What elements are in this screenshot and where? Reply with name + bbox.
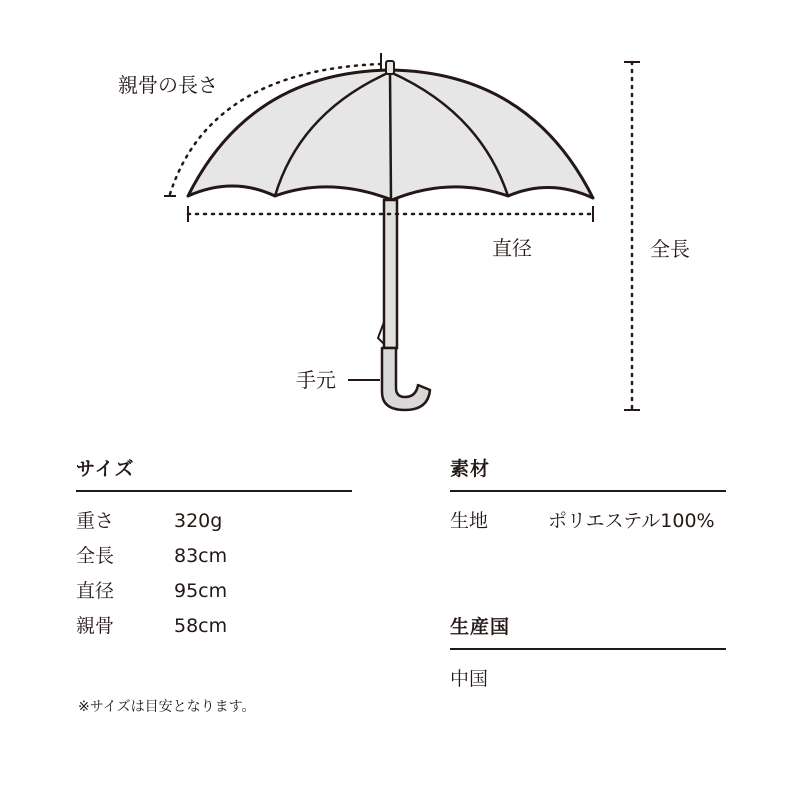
spec-row-weight bbox=[76, 504, 352, 539]
spec-value: 320g bbox=[174, 510, 223, 532]
origin-section bbox=[450, 614, 726, 697]
spec-value: ポリエステル100% bbox=[548, 510, 715, 532]
spec-row-diameter bbox=[76, 574, 352, 609]
handle-label: 手元 bbox=[296, 368, 336, 392]
umbrella-shaft bbox=[384, 200, 397, 348]
rib-length-label: 親骨の長さ bbox=[118, 73, 218, 97]
spec-label: 全長 bbox=[76, 545, 115, 567]
origin-section-title: 生産国 bbox=[450, 616, 511, 638]
spec-row-origin bbox=[450, 662, 726, 697]
origin-section-divider bbox=[450, 648, 726, 650]
origin-value: 中国 bbox=[450, 668, 489, 690]
total-length-label: 全長 bbox=[650, 237, 690, 261]
material-section-divider bbox=[450, 490, 726, 492]
umbrella-handle bbox=[382, 348, 430, 410]
size-section-divider bbox=[76, 490, 352, 492]
spec-value: 58cm bbox=[174, 615, 228, 637]
spec-label: 親骨 bbox=[76, 615, 115, 637]
spec-row-total-length bbox=[76, 539, 352, 574]
diameter-label: 直径 bbox=[492, 236, 532, 260]
material-section-title: 素材 bbox=[450, 458, 491, 480]
spec-row-rib bbox=[76, 609, 352, 644]
size-disclaimer-note: ※サイズは目安となります。 bbox=[78, 699, 256, 715]
size-spec-list bbox=[76, 504, 352, 644]
spec-value: 83cm bbox=[174, 545, 228, 567]
spec-row-fabric bbox=[450, 504, 726, 539]
umbrella-tip bbox=[386, 61, 394, 74]
spec-label: 生地 bbox=[450, 510, 489, 532]
material-spec-list bbox=[450, 504, 726, 539]
material-section bbox=[450, 456, 726, 539]
size-section-title: サイズ bbox=[76, 458, 135, 480]
spec-label: 直径 bbox=[76, 580, 115, 602]
size-section bbox=[76, 456, 352, 644]
spec-value: 95cm bbox=[174, 580, 228, 602]
spec-label: 重さ bbox=[76, 510, 115, 532]
